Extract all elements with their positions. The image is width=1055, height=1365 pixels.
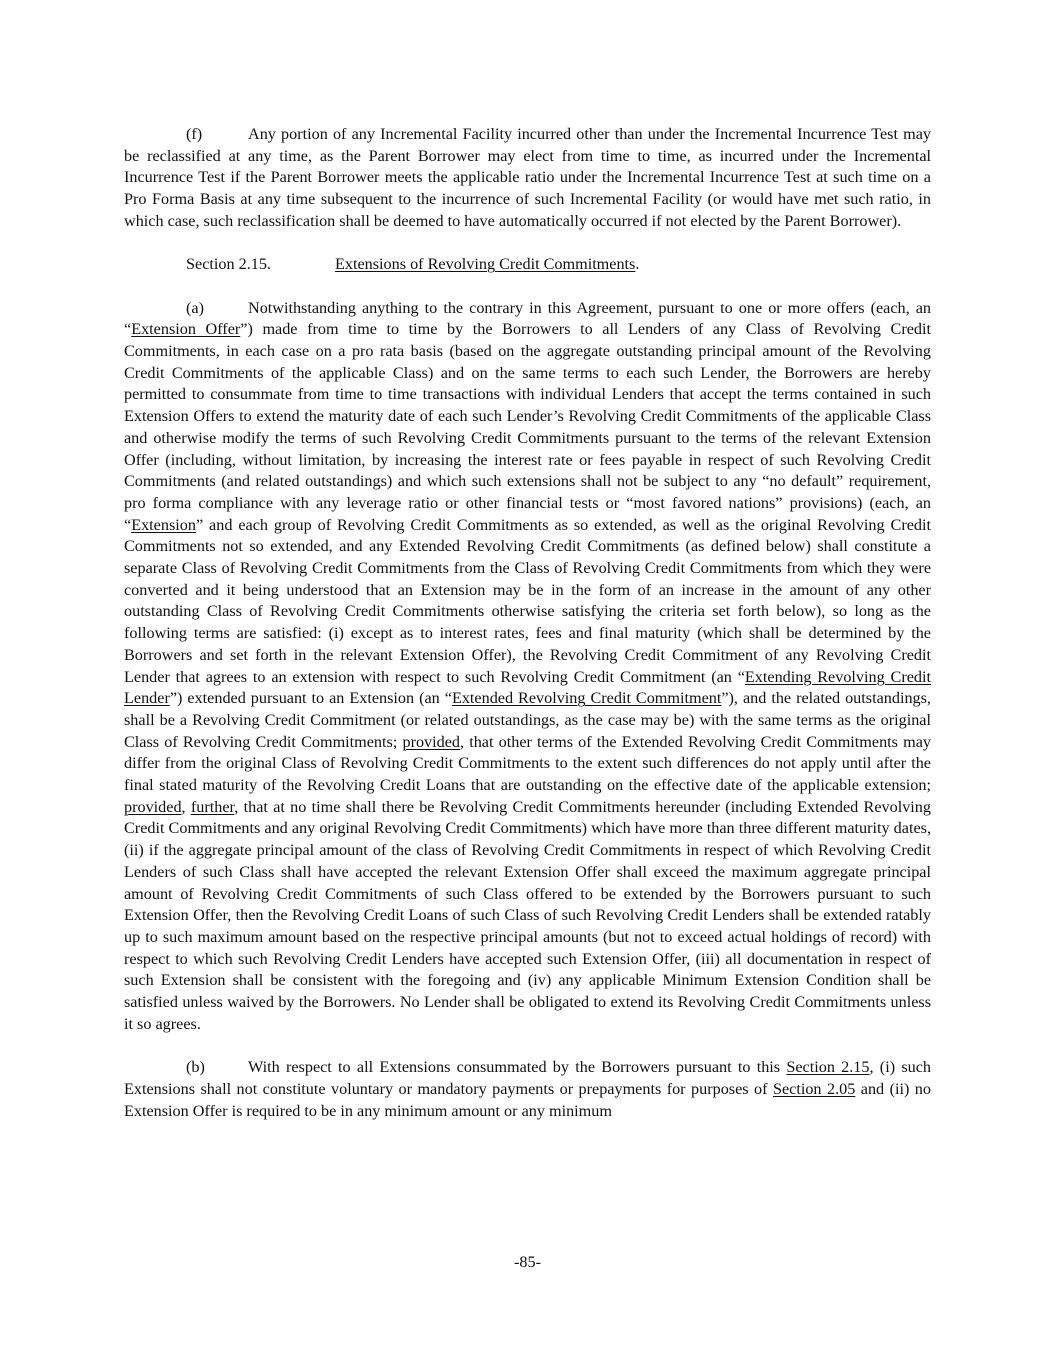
paragraph-f-text: Any portion of any Incremental Facility incurred other than under the Incremental Incurrence Test may be reclassified at any time, as the Parent Borrower may elect from time to time, as incurred under the Incremental Incurrence Test if the Parent Borrower meets the applicable ratio under the Incremental Incurrence Test at such time on a Pro Forma Basis at any time subsequent to the incurrence of such Incremental Facility (or would have met such ratio, in which case, such reclassification shall be deemed to have automatically occurred if not elected by the Parent Borrower). [124, 125, 931, 230]
page-number: -85- [514, 1253, 541, 1271]
paragraph-a [124, 298, 931, 1036]
document-page [124, 124, 931, 1122]
proviso-provided: provided [402, 732, 461, 751]
section-title: Extensions of Revolving Credit Commitments [335, 255, 636, 274]
paragraph-a-text-4: ”) extended pursuant to an Extension (an “ [169, 689, 452, 708]
section-heading [124, 254, 931, 276]
paragraph-b-label: (b) [186, 1058, 205, 1077]
paragraph-f [124, 124, 931, 233]
paragraph-a-text-6: , that other terms of the Extended Revolving Credit Commitments may differ from the original Class of Revolving Credit Commitments to the extent such differences do not apply until after the final stated maturity of the Revolving Credit Loans that are outstanding on the effective date of the applicable extension; [124, 732, 931, 795]
paragraph-a-text-2: ”) made from time to time by the Borrowers to all Lenders of any Class of Revolving Credit Commitments, in each case on a pro rata basis (based on the aggregate outstanding principal amount of the Revolving Credit Commitments of the applicable Class) and on the same terms to each such Lender, the Borrowers are hereby permitted to consummate from time to time transactions with individual Lenders that accept the terms contained in such Extension Offers to extend the maturity date of each such Lender’s Revolving Credit Commitments of the applicable Class and otherwise modify the terms of such Revolving Credit Commitments pursuant to the terms of the relevant Extension Offer (including, without limitation, by increasing the interest rate or fees payable in respect of such Revolving Credit Commitments (and related outstandings) and which such extensions shall not be subject to any “no default” requirement, pro forma compliance with any leverage ratio or other financial tests or “most favored nations” provisions) (each, an “ [124, 320, 931, 534]
paragraph-a-text-8: , that at no time shall there be Revolving Credit Commitments hereunder (including Extended Revolving Credit Commitments and any original Revolving Credit Commitments) which have more than three different maturity dates, (ii) if the aggregate principal amount of the class of Revolving Credit Commitments in respect of which Revolving Credit Lenders of such Class shall have accepted the relevant Extension Offer shall exceed the maximum aggregate principal amount of Revolving Credit Commitments of such Class offered to be extended by the Borrowers pursuant to such Extension Offer, then the Revolving Credit Loans of such Class of such Revolving Credit Lenders shall be extended ratably up to such maximum amount based on the respective principal amounts (but not to exceed actual holdings of record) with respect to which such Revolving Credit Lenders have accepted such Extension Offer, (iii) all documentation in respect of such Extension shall be consistent with the foregoing and (iv) any applicable Minimum Extension Condition shall be satisfied unless waived by the Borrowers. No Lender shall be obligated to extend its Revolving Credit Commitments unless it so agrees. [124, 797, 931, 1033]
paragraph-a-text-5: ”), and the related outstandings, shall be a Revolving Credit Commitment (or related outstandings, as the case may be) with the same terms as the original Class of Revolving Credit Commitments; [124, 689, 931, 751]
defined-term-extension: Extension [131, 515, 196, 534]
paragraph-a-text-1: Notwithstanding anything to the contrary in this Agreement, pursuant to one or more offers (each, an “ [124, 298, 931, 339]
paragraph-a-label: (a) [186, 298, 204, 317]
section-title-period: . [635, 255, 640, 274]
paragraph-b-text-3: and (ii) no Extension Offer is required to be in any minimum amount or any minimum [124, 1079, 931, 1120]
paragraph-b-text-2: , (i) such Extensions shall not constitute voluntary or mandatory payments or prepayments for purposes of [124, 1058, 932, 1098]
proviso-provided-2: provided [124, 797, 182, 816]
paragraph-f-label: (f) [186, 125, 203, 143]
paragraph-b-text-1: With respect to all Extensions consummated by the Borrowers pursuant to this [248, 1058, 787, 1077]
section-number: Section 2.15. [186, 255, 271, 274]
cross-reference-section-2-05: Section 2.05 [772, 1079, 856, 1098]
defined-term-extending-revolving-credit-lender: Extending Revolving Credit Lender [124, 667, 931, 708]
defined-term-extension-offer: Extension Offer [131, 320, 241, 339]
proviso-further: further [190, 797, 235, 816]
paragraph-a-text-7: , [181, 797, 191, 816]
cross-reference-section-2-15: Section 2.15 [786, 1058, 870, 1077]
paragraph-a-text-3: ” and each group of Revolving Credit Commitments as so extended, as well as the original Revolving Credit Commitments not so extended, and any Extended Revolving Credit Commitments (as defined below) shall constitute a separate Class of Revolving Credit Commitments from the Class of Revolving Credit Commitments from which they were converted and it being understood that an Extension may be in the form of an increase in the amount of any other outstanding Class of Revolving Credit Commitments otherwise satisfying the criteria set forth below), so long as the following terms are satisfied: (i) except as to interest rates, fees and final maturity (which shall be determined by the Borrowers and set forth in the relevant Extension Offer), the Revolving Credit Commitment of any Revolving Credit Lender that agrees to an extension with respect to such Revolving Credit Commitment (an “ [124, 515, 931, 686]
defined-term-extended-revolving-credit-commitment: Extended Revolving Credit Commitment [451, 689, 722, 708]
paragraph-b [124, 1057, 931, 1122]
